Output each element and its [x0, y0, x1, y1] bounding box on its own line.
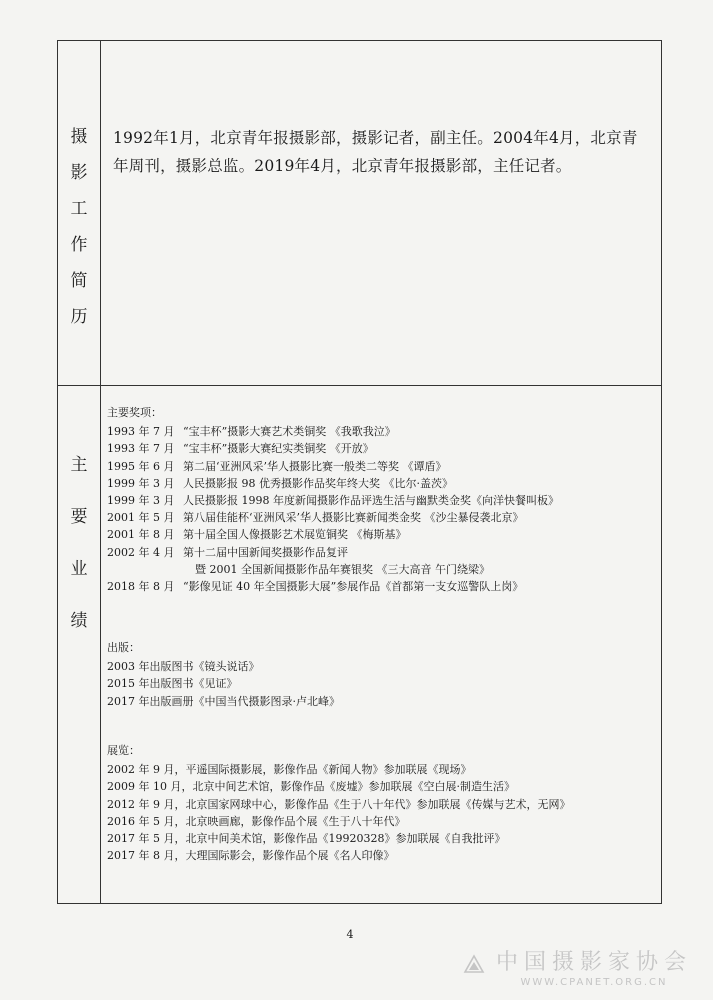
label-char: 绩: [70, 611, 88, 631]
label-char: 主: [70, 455, 88, 475]
label-char: 简: [70, 271, 88, 291]
work-history-text: 1992年1月，北京青年报摄影部，摄影记者，副主任。2004年4月，北京青年周刊，摄影总监。2019年4月，北京青年报摄影部，主任记者。: [113, 129, 638, 175]
award-text: 人民摄影报 1998 年度新闻摄影作品评选生活与幽默类金奖《向洋快餐叫板》: [183, 494, 559, 508]
cpanet-logo-icon: [463, 954, 485, 976]
award-date: 1999 年 3 月: [107, 476, 175, 490]
award-row: [107, 526, 655, 543]
watermark-name: 中国摄影家协会: [495, 950, 692, 975]
exhibition-item: 2009 年 10 月，北京中间艺术馆，影像作品《废墟》参加联展《空白展·制造生活》: [107, 780, 515, 794]
publications-section: [107, 639, 655, 710]
row-divider: [58, 385, 661, 386]
award-row: [107, 544, 655, 561]
watermark: [489, 950, 699, 990]
label-char: 摄: [70, 127, 88, 147]
exhibitions-section: [107, 742, 655, 864]
award-date: 2001 年 8 月: [107, 528, 175, 542]
label-char: 历: [70, 307, 88, 327]
label-column-divider: [100, 41, 101, 903]
award-row: [107, 578, 655, 595]
watermark-url: WWW.CPANET.ORG.CN: [520, 977, 668, 988]
work-history-label: [58, 119, 100, 335]
award-text: “影像见证 40 年全国摄影大展”参展作品《首都第一支女巡警队上岗》: [183, 580, 524, 594]
publication-item: 2015 年出版图书《见证》: [107, 677, 238, 691]
awards-section: [107, 404, 655, 595]
award-date: 2002 年 4 月: [107, 545, 175, 559]
exhibition-item: 2012 年 9 月，北京国家网球中心，影像作品《生于八十年代》参加联展《传媒与艺术，无网》: [107, 797, 571, 811]
resume-table: [57, 40, 662, 904]
label-char: 影: [70, 163, 88, 183]
achievements-label: [58, 439, 100, 647]
publication-item: 2017 年出版画册《中国当代摄影图录·卢北峰》: [107, 694, 340, 708]
exhibitions-heading: 展览：: [107, 744, 140, 757]
award-text: “宝丰杯”摄影大赛艺术类铜奖 《我歌我泣》: [183, 425, 396, 439]
exhibition-item: 2016 年 5 月，北京映画廊，影像作品个展《生于八十年代》: [107, 814, 406, 828]
award-text: 人民摄影报 98 优秀摄影作品奖年终大奖 《比尔·盖茨》: [183, 476, 453, 490]
label-char: 要: [70, 507, 88, 527]
award-text: 第二届‘亚洲风采’华人摄影比赛一般类二等奖 《谭盾》: [183, 459, 447, 473]
award-row-continued: [107, 561, 655, 578]
award-text: “宝丰杯”摄影大赛纪实类铜奖 《开放》: [183, 442, 374, 456]
exhibition-item: 2002 年 9 月，平遥国际摄影展，影像作品《新闻人物》参加联展《现场》: [107, 763, 472, 777]
publication-item: 2003 年出版图书《镜头说话》: [107, 660, 260, 674]
award-row: [107, 423, 655, 440]
award-row: [107, 475, 655, 492]
award-date: 2001 年 5 月: [107, 511, 175, 525]
award-text: 暨 2001 全国新闻摄影作品年赛银奖 《三大高音 午门绕梁》: [195, 562, 490, 576]
award-text: 第十届全国人像摄影艺术展览铜奖 《梅斯基》: [183, 528, 407, 542]
label-char: 作: [70, 235, 88, 255]
award-row: [107, 458, 655, 475]
label-char: 工: [70, 199, 88, 219]
page-number: 4: [346, 928, 354, 941]
exhibition-item: 2017 年 5 月，北京中间美术馆，影像作品《19920328》参加联展《自我批评》: [107, 832, 506, 846]
award-row: [107, 440, 655, 457]
award-date: 1995 年 6 月: [107, 459, 175, 473]
award-date: 2018 年 8 月: [107, 580, 175, 594]
award-date: 1993 年 7 月: [107, 442, 175, 456]
label-char: 业: [70, 559, 88, 579]
exhibition-item: 2017 年 8 月，大理国际影会，影像作品个展《名人印像》: [107, 849, 395, 863]
award-text: 第十二届中国新闻奖摄影作品复评: [183, 545, 348, 559]
publications-heading: 出版：: [107, 641, 140, 654]
award-date: 1999 年 3 月: [107, 494, 175, 508]
awards-heading: 主要奖项：: [107, 406, 162, 419]
award-date: 1993 年 7 月: [107, 425, 175, 439]
award-text: 第八届佳能杯‘亚洲风采’华人摄影比赛新闻类金奖 《沙尘暴侵袭北京》: [183, 511, 524, 525]
award-row: [107, 492, 655, 509]
award-row: [107, 509, 655, 526]
